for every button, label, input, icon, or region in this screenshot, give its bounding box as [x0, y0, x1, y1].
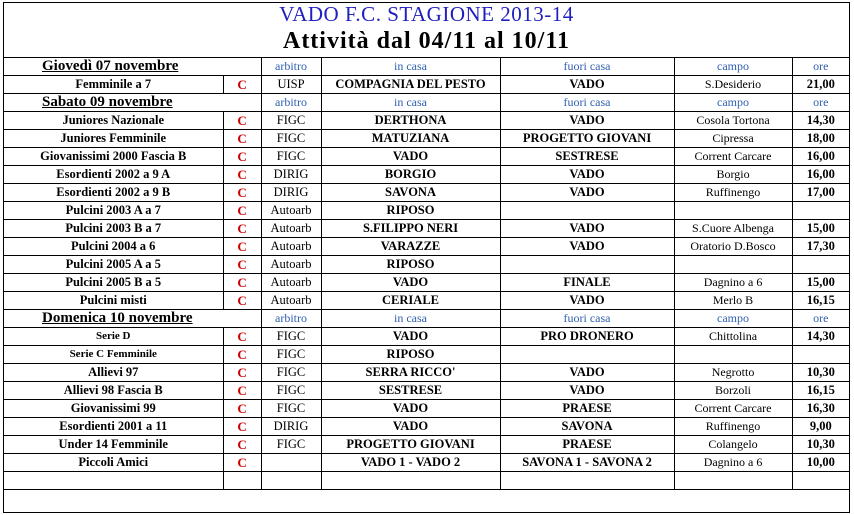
away-team-cell: VADO [500, 364, 674, 382]
home-team-cell: BORGIO [321, 166, 500, 184]
away-team-cell: VADO [500, 238, 674, 256]
competition-marker: C [223, 256, 261, 274]
time-cell: 16,00 [792, 148, 849, 166]
venue-cell: Cipressa [674, 130, 792, 148]
venue-cell: S.Desiderio [674, 76, 792, 94]
category-cell: Juniores Nazionale [4, 112, 223, 130]
venue-cell: Oratorio D.Bosco [674, 238, 792, 256]
time-cell: 17,30 [792, 238, 849, 256]
time-cell: 16,15 [792, 382, 849, 400]
away-team-cell: VADO [500, 382, 674, 400]
empty-cell [500, 472, 674, 490]
header-ore: ore [792, 310, 849, 328]
table-row [4, 436, 849, 454]
day-header-row [4, 94, 849, 112]
home-team-cell: VADO [321, 274, 500, 292]
home-team-cell: DERTHONA [321, 112, 500, 130]
referee-cell: FIGC [261, 400, 321, 418]
venue-cell: S.Cuore Albenga [674, 220, 792, 238]
time-cell [792, 256, 849, 274]
home-team-cell: VADO [321, 148, 500, 166]
category-cell: Pulcini 2005 A a 5 [4, 256, 223, 274]
venue-cell: Dagnino a 6 [674, 274, 792, 292]
category-cell: Pulcini 2003 A a 7 [4, 202, 223, 220]
referee-cell: DIRIG [261, 166, 321, 184]
home-team-cell: SESTRESE [321, 382, 500, 400]
referee-cell: Autoarb [261, 292, 321, 310]
empty-cell [261, 472, 321, 490]
table-row [4, 220, 849, 238]
table-row [4, 256, 849, 274]
time-cell: 16,00 [792, 166, 849, 184]
competition-marker: C [223, 328, 261, 346]
venue-cell: Borzoli [674, 382, 792, 400]
category-cell: Pulcini 2005 B a 5 [4, 274, 223, 292]
home-team-cell: SERRA RICCO' [321, 364, 500, 382]
time-cell: 18,00 [792, 130, 849, 148]
referee-cell [261, 454, 321, 472]
category-cell: Pulcini misti [4, 292, 223, 310]
table-row [4, 184, 849, 202]
header-ore: ore [792, 94, 849, 112]
referee-cell: Autoarb [261, 220, 321, 238]
category-cell: Juniores Femminile [4, 130, 223, 148]
header-fuori-casa: fuori casa [500, 310, 674, 328]
time-cell: 9,00 [792, 418, 849, 436]
category-cell: Esordienti 2001 a 11 [4, 418, 223, 436]
table-row [4, 238, 849, 256]
away-team-cell: PRO DRONERO [500, 328, 674, 346]
referee-cell: Autoarb [261, 202, 321, 220]
time-cell: 16,15 [792, 292, 849, 310]
table-row [4, 274, 849, 292]
day-label: Sabato 09 novembre [4, 94, 261, 112]
empty-cell [792, 472, 849, 490]
venue-cell: Corrent Carcare [674, 400, 792, 418]
table-row [4, 112, 849, 130]
time-cell [792, 202, 849, 220]
venue-cell: Ruffinengo [674, 184, 792, 202]
away-team-cell [500, 202, 674, 220]
venue-cell [674, 346, 792, 364]
home-team-cell: MATUZIANA [321, 130, 500, 148]
venue-cell [674, 256, 792, 274]
header-campo: campo [674, 58, 792, 76]
day-header-row [4, 58, 849, 76]
category-cell: Pulcini 2003 B a 7 [4, 220, 223, 238]
venue-cell: Colangelo [674, 436, 792, 454]
referee-cell: FIGC [261, 382, 321, 400]
away-team-cell: VADO [500, 184, 674, 202]
away-team-cell [500, 256, 674, 274]
time-cell: 14,30 [792, 112, 849, 130]
home-team-cell: S.FILIPPO NERI [321, 220, 500, 238]
away-team-cell: SAVONA [500, 418, 674, 436]
home-team-cell: VADO [321, 328, 500, 346]
home-team-cell: RIPOSO [321, 202, 500, 220]
competition-marker: C [223, 382, 261, 400]
day-label: Domenica 10 novembre [4, 310, 261, 328]
home-team-cell: CERIALE [321, 292, 500, 310]
header-campo: campo [674, 94, 792, 112]
competition-marker: C [223, 346, 261, 364]
competition-marker: C [223, 454, 261, 472]
competition-marker: C [223, 274, 261, 292]
table-row [4, 382, 849, 400]
competition-marker: C [223, 238, 261, 256]
away-team-cell [500, 346, 674, 364]
category-cell: Allievi 98 Fascia B [4, 382, 223, 400]
header-fuori-casa: fuori casa [500, 94, 674, 112]
home-team-cell: VADO [321, 418, 500, 436]
referee-cell: FIGC [261, 364, 321, 382]
referee-cell: FIGC [261, 148, 321, 166]
header-fuori-casa: fuori casa [500, 58, 674, 76]
empty-row [4, 472, 849, 490]
home-team-cell: COMPAGNIA DEL PESTO [321, 76, 500, 94]
category-cell: Allievi 97 [4, 364, 223, 382]
home-team-cell: SAVONA [321, 184, 500, 202]
home-team-cell: VADO [321, 400, 500, 418]
header-arbitro: arbitro [261, 58, 321, 76]
schedule-table [4, 58, 849, 490]
time-cell: 17,00 [792, 184, 849, 202]
competition-marker: C [223, 202, 261, 220]
time-cell: 16,30 [792, 400, 849, 418]
away-team-cell: VADO [500, 292, 674, 310]
referee-cell: FIGC [261, 328, 321, 346]
venue-cell: Corrent Carcare [674, 148, 792, 166]
away-team-cell: PRAESE [500, 436, 674, 454]
home-team-cell: RIPOSO [321, 346, 500, 364]
category-cell: Serie D [4, 328, 223, 346]
competition-marker: C [223, 418, 261, 436]
venue-cell: Cosola Tortona [674, 112, 792, 130]
table-row [4, 166, 849, 184]
competition-marker: C [223, 76, 261, 94]
venue-cell: Merlo B [674, 292, 792, 310]
competition-marker: C [223, 112, 261, 130]
home-team-cell: PROGETTO GIOVANI [321, 436, 500, 454]
away-team-cell: FINALE [500, 274, 674, 292]
away-team-cell: PRAESE [500, 400, 674, 418]
referee-cell: DIRIG [261, 418, 321, 436]
header-campo: campo [674, 310, 792, 328]
schedule-sheet [3, 2, 850, 513]
home-team-cell: VARAZZE [321, 238, 500, 256]
referee-cell: FIGC [261, 112, 321, 130]
category-cell: Pulcini 2004 a 6 [4, 238, 223, 256]
table-row [4, 400, 849, 418]
competition-marker: C [223, 292, 261, 310]
referee-cell: Autoarb [261, 256, 321, 274]
table-row [4, 364, 849, 382]
category-cell: Under 14 Femminile [4, 436, 223, 454]
category-cell: Esordienti 2002 a 9 B [4, 184, 223, 202]
referee-cell: FIGC [261, 346, 321, 364]
empty-cell [4, 472, 223, 490]
away-team-cell: SESTRESE [500, 148, 674, 166]
competition-marker: C [223, 220, 261, 238]
referee-cell: Autoarb [261, 238, 321, 256]
time-cell: 10,30 [792, 364, 849, 382]
empty-cell [223, 472, 261, 490]
away-team-cell: VADO [500, 76, 674, 94]
header-in-casa: in casa [321, 58, 500, 76]
table-row [4, 130, 849, 148]
venue-cell: Negrotto [674, 364, 792, 382]
away-team-cell: PROGETTO GIOVANI [500, 130, 674, 148]
table-row [4, 148, 849, 166]
header-arbitro: arbitro [261, 310, 321, 328]
competition-marker: C [223, 130, 261, 148]
competition-marker: C [223, 148, 261, 166]
category-cell: Femminile a 7 [4, 76, 223, 94]
category-cell: Serie C Femminile [4, 346, 223, 364]
table-row [4, 76, 849, 94]
table-row [4, 292, 849, 310]
category-cell: Giovanissimi 99 [4, 400, 223, 418]
referee-cell: Autoarb [261, 274, 321, 292]
competition-marker: C [223, 436, 261, 454]
venue-cell: Dagnino a 6 [674, 454, 792, 472]
time-cell: 10,30 [792, 436, 849, 454]
away-team-cell: VADO [500, 112, 674, 130]
competition-marker: C [223, 400, 261, 418]
home-team-cell: RIPOSO [321, 256, 500, 274]
header-in-casa: in casa [321, 310, 500, 328]
venue-cell: Ruffinengo [674, 418, 792, 436]
category-cell: Piccoli Amici [4, 454, 223, 472]
day-label: Giovedì 07 novembre [4, 58, 261, 76]
header-arbitro: arbitro [261, 94, 321, 112]
empty-cell [321, 472, 500, 490]
competition-marker: C [223, 184, 261, 202]
venue-cell: Chittolina [674, 328, 792, 346]
header-ore: ore [792, 58, 849, 76]
away-team-cell: VADO [500, 166, 674, 184]
referee-cell: FIGC [261, 130, 321, 148]
time-cell: 10,00 [792, 454, 849, 472]
table-row [4, 454, 849, 472]
competition-marker: C [223, 364, 261, 382]
time-cell: 15,00 [792, 220, 849, 238]
referee-cell: UISP [261, 76, 321, 94]
venue-cell: Borgio [674, 166, 792, 184]
category-cell: Giovanissimi 2000 Fascia B [4, 148, 223, 166]
header-in-casa: in casa [321, 94, 500, 112]
away-team-cell: VADO [500, 220, 674, 238]
time-cell: 14,30 [792, 328, 849, 346]
table-row [4, 346, 849, 364]
home-team-cell: VADO 1 - VADO 2 [321, 454, 500, 472]
day-header-row [4, 310, 849, 328]
competition-marker: C [223, 166, 261, 184]
time-cell: 21,00 [792, 76, 849, 94]
table-row [4, 202, 849, 220]
venue-cell [674, 202, 792, 220]
referee-cell: DIRIG [261, 184, 321, 202]
document-subtitle: Attività dal 04/11 al 10/11 [4, 25, 849, 58]
category-cell: Esordienti 2002 a 9 A [4, 166, 223, 184]
table-row [4, 418, 849, 436]
time-cell: 15,00 [792, 274, 849, 292]
document-title: VADO F.C. STAGIONE 2013-14 [279, 2, 574, 26]
table-row [4, 328, 849, 346]
time-cell [792, 346, 849, 364]
away-team-cell: SAVONA 1 - SAVONA 2 [500, 454, 674, 472]
referee-cell: FIGC [261, 436, 321, 454]
empty-cell [674, 472, 792, 490]
